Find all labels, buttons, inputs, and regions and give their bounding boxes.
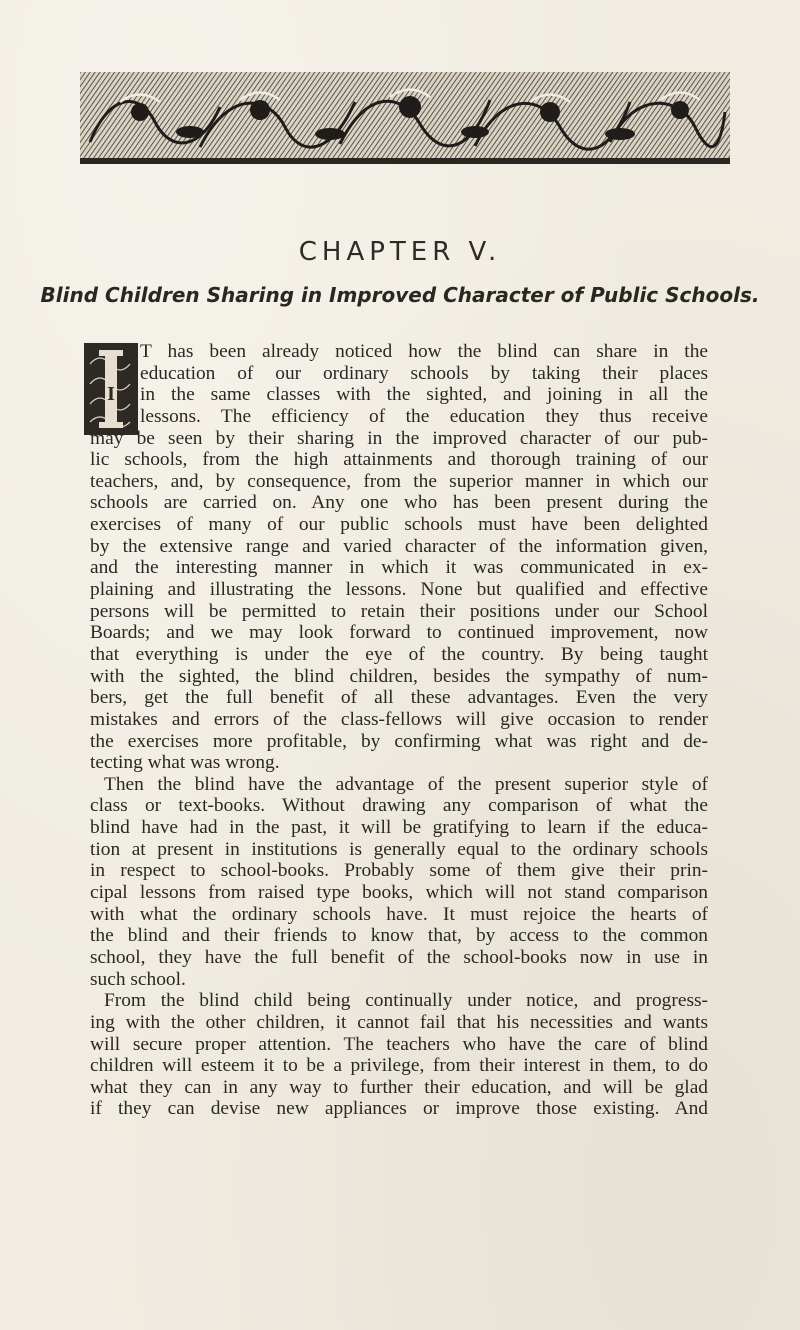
text-line: in respect to school-books. Probably some of them give their prin- — [90, 860, 708, 882]
text-line: Then the blind have the advantage of the present superior style of — [104, 773, 708, 795]
text-line: and the interesting manner in which it was communicated in ex- — [90, 557, 708, 579]
text-line: such school. — [90, 968, 186, 990]
chapter-subtitle: Blind Children Sharing in Improved Character of Public Schools. — [40, 283, 760, 307]
chapter-heading: CHAPTER V. — [298, 237, 502, 267]
text-line: blind have had in the past, it will be gratifying to learn if the educa- — [90, 817, 708, 839]
text-line: class or text-books. Without drawing any comparison of what the — [90, 795, 708, 817]
text-line: persons will be permitted to retain their positions under our School — [90, 600, 708, 622]
text-line: lic schools, from the high attainments and thorough training of our — [90, 449, 708, 471]
text-line: may be seen by their sharing in the improved character of our pub- — [90, 427, 708, 449]
text-line: children will esteem it to be a privilege, from their interest in them, to do — [90, 1055, 708, 1077]
text-line: lessons. The efficiency of the education they thus receive — [140, 405, 708, 427]
text-line: tion at present in institutions is generally equal to the ordinary schools — [90, 838, 708, 860]
text-line: that everything is under the eye of the country. By being taught — [90, 643, 708, 665]
text-line: education of our ordinary schools by taking their places — [140, 362, 708, 384]
text-line: in the same classes with the sighted, and joining in all the — [140, 384, 708, 406]
chapter-body — [90, 341, 708, 1120]
text-line: bers, get the full benefit of all these advantages. Even the very — [90, 687, 708, 709]
text-line: exercises of many of our public schools must have been delighted — [90, 514, 708, 536]
text-line: mistakes and errors of the class-fellows will give occasion to render — [90, 708, 708, 730]
text-line: Boards; and we may look forward to continued improvement, now — [90, 622, 708, 644]
text-line: T has been already noticed how the blind can share in the — [140, 341, 708, 362]
drop-cap-letter: I — [107, 383, 115, 405]
text-line: what they can in any way to further their education, and will be glad — [90, 1076, 708, 1098]
text-line: plaining and illustrating the lessons. None but qualified and effective — [90, 579, 708, 601]
text-line: teachers, and, by consequence, from the superior manner in which our — [90, 470, 708, 492]
text-line: school, they have the full benefit of the school-books now in use in — [90, 946, 708, 968]
text-line: tecting what was wrong. — [90, 752, 280, 774]
text-line: cipal lessons from raised type books, which will not stand comparison — [90, 882, 708, 904]
text-line: if they can devise new appliances or improve those existing. And — [90, 1098, 708, 1120]
text-line: From the blind child being continually under notice, and progress- — [104, 990, 708, 1012]
text-line: the exercises more profitable, by confirming what was right and de- — [90, 730, 708, 752]
text-line: will secure proper attention. The teachers who have the care of blind — [90, 1033, 708, 1055]
decorative-headpiece — [80, 72, 730, 164]
text-line: by the extensive range and varied character of the information given, — [90, 535, 708, 557]
text-line: with what the ordinary schools have. It must rejoice the hearts of — [90, 903, 708, 925]
text-line: with the sighted, the blind children, besides the sympathy of num- — [90, 665, 708, 687]
text-line: the blind and their friends to know that, by access to the common — [90, 925, 708, 947]
text-line: schools are carried on. Any one who has been present during the — [90, 492, 708, 514]
text-line: ing with the other children, it cannot fail that his necessities and wants — [90, 1011, 708, 1033]
